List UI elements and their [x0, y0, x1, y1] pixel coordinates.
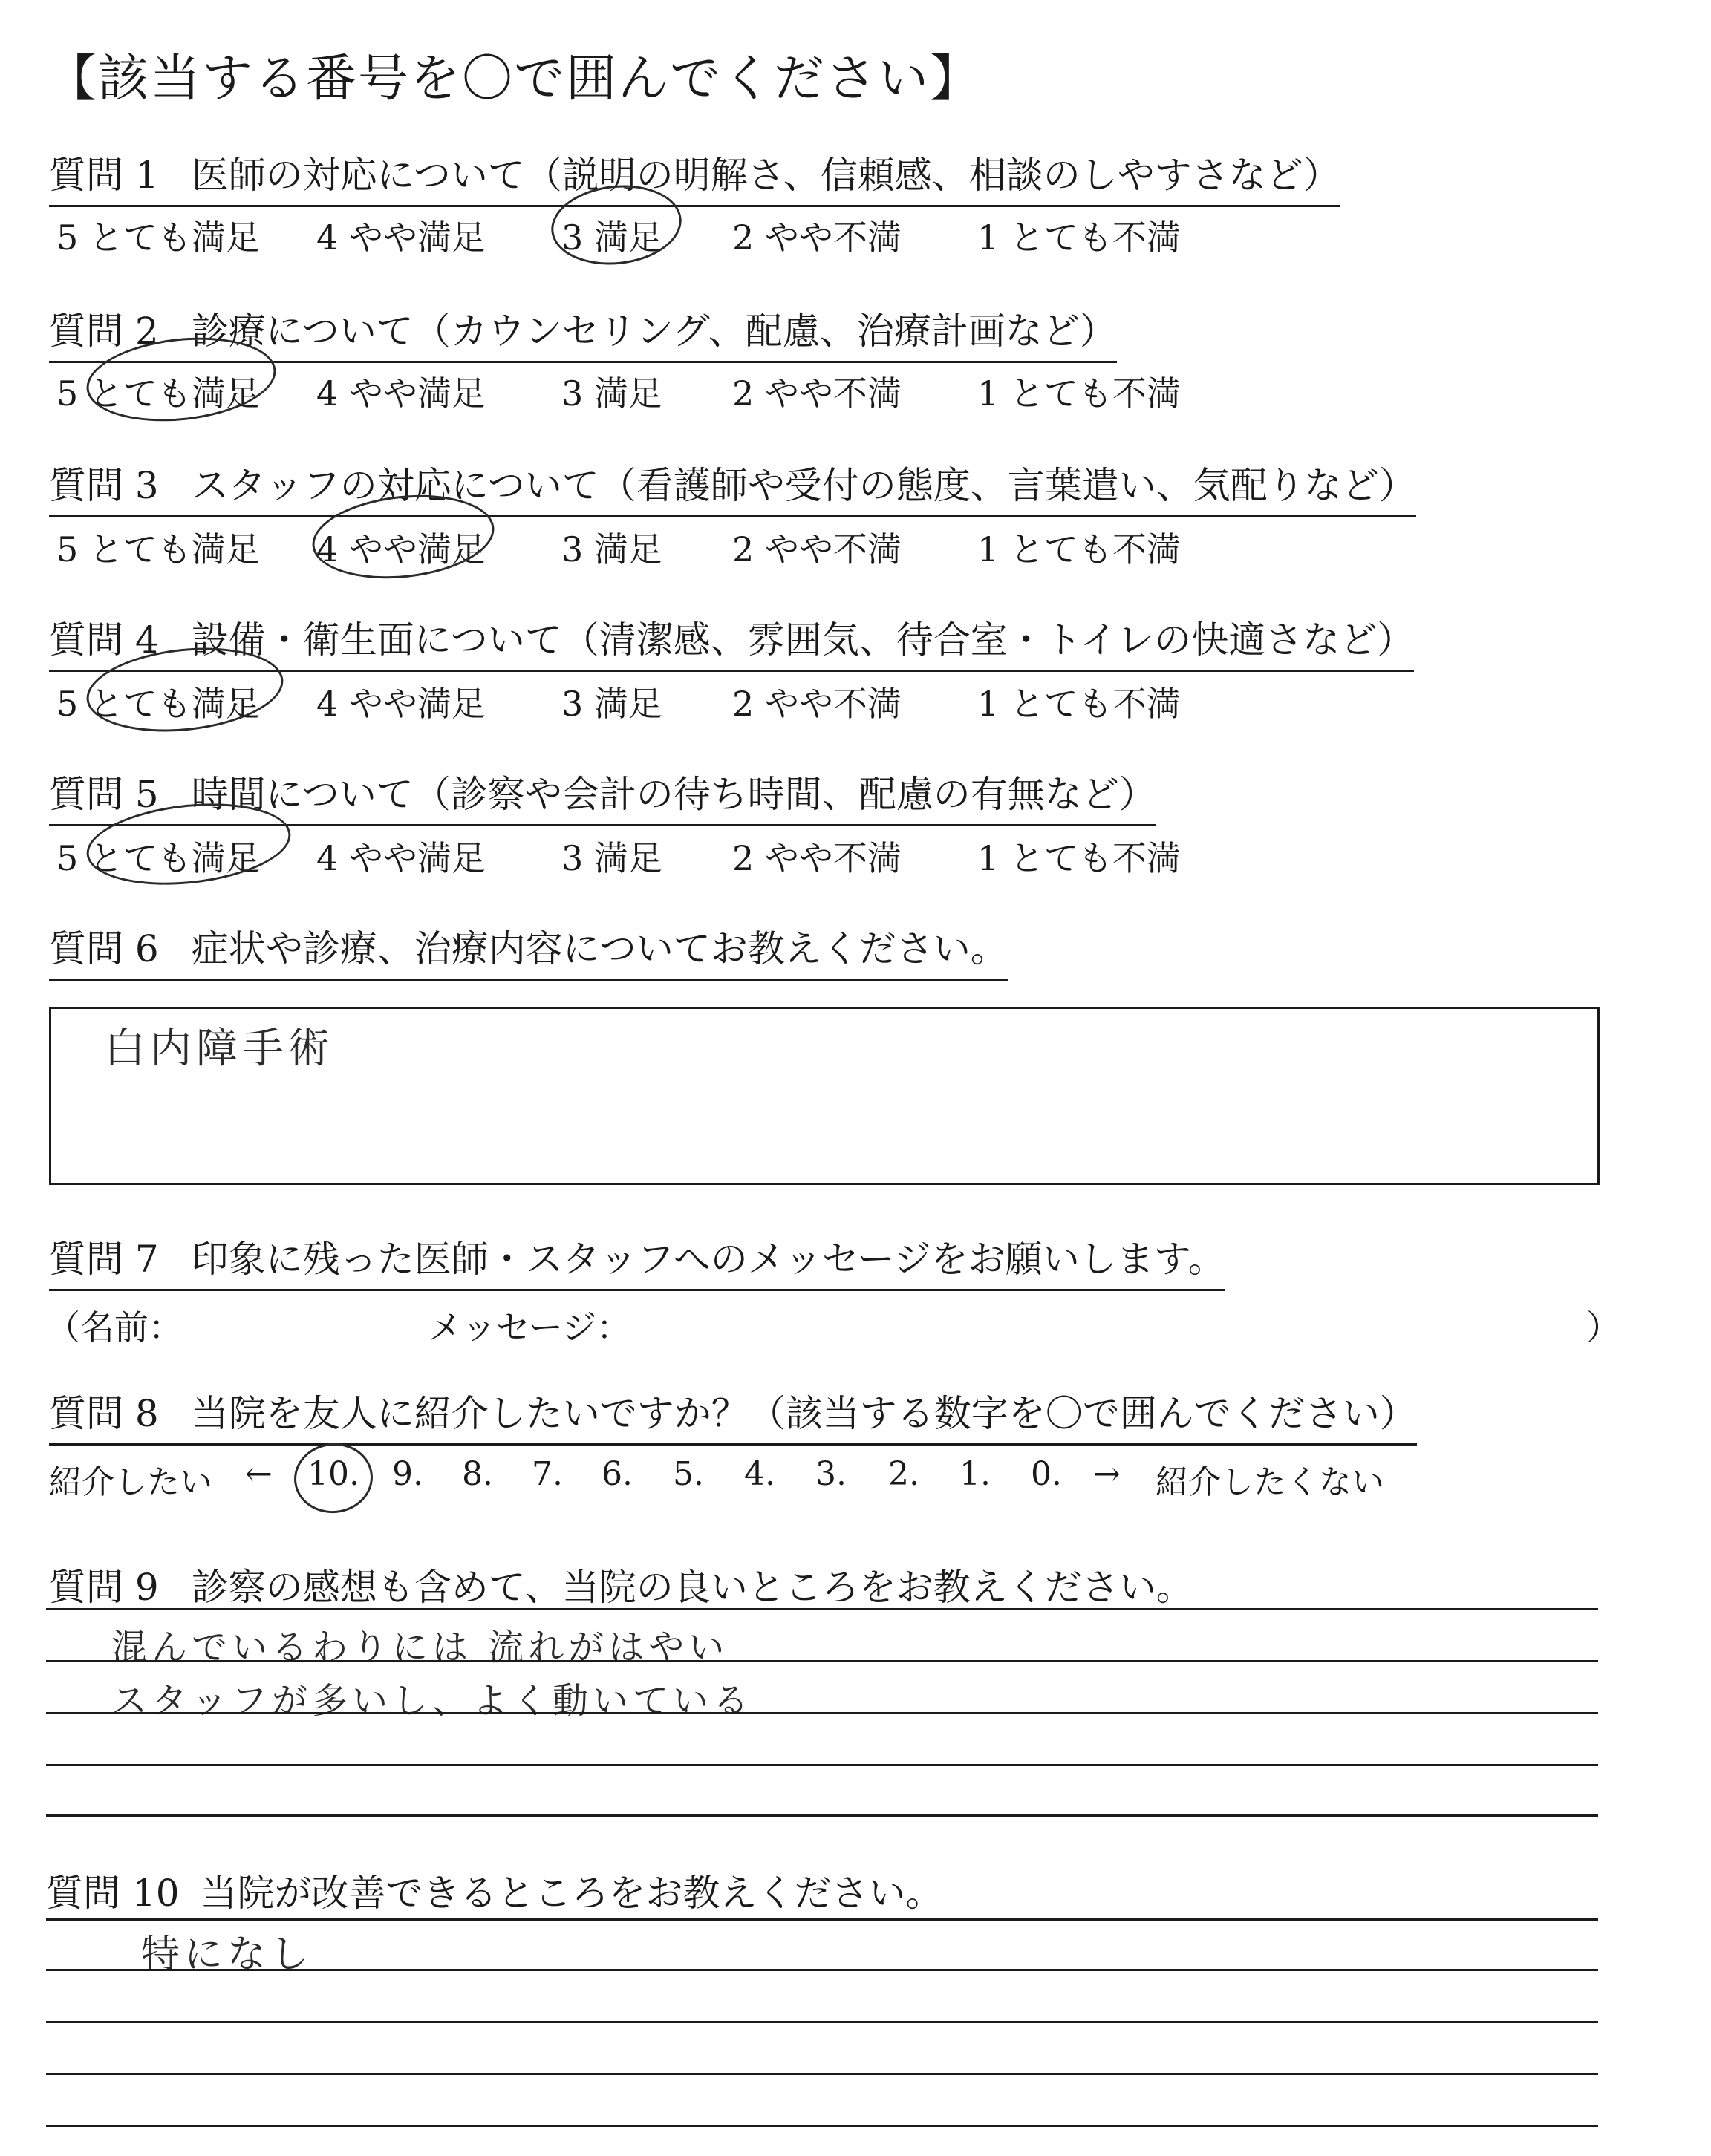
- answer-line: [46, 1764, 1598, 1766]
- scale-7[interactable]: 7.: [532, 1455, 563, 1493]
- answer-line: [46, 1918, 1598, 1921]
- question-5-text: 時間について（診察や会計の待ち時間、配慮の有無など）: [191, 773, 1156, 816]
- option-5[interactable]: 5 とても満足: [56, 684, 260, 724]
- question-6-number: 質問 6: [49, 927, 159, 970]
- question-3-text: スタッフの対応について（看護師や受付の態度、言葉遣い、気配りなど）: [191, 464, 1416, 507]
- recommend-left-label: 紹介したい: [49, 1463, 212, 1501]
- selection-circle: [290, 1440, 376, 1518]
- recommend-right-label: 紹介したくない: [1156, 1463, 1384, 1501]
- question-2-text: 診療について（カウンセリング、配慮、治療計画など）: [191, 310, 1117, 353]
- question-10-answer: 特になし: [141, 1933, 314, 1977]
- option-5[interactable]: 5 とても満足: [56, 218, 260, 258]
- question-9-heading: [49, 1558, 1193, 1611]
- option-1[interactable]: 1 とても不満: [977, 373, 1181, 414]
- scale-2[interactable]: 2.: [888, 1455, 919, 1493]
- scale-5[interactable]: 5.: [673, 1455, 704, 1493]
- answer-line: [46, 1660, 1598, 1662]
- question-8-text: 当院を友人に紹介したいですか？（該当する数字を〇で囲んでください）: [191, 1392, 1417, 1435]
- question-10-number: 質問 10: [46, 1872, 180, 1915]
- question-6-text: 症状や診療、治療内容についてお教えください。: [191, 927, 1008, 970]
- answer-line: [46, 1712, 1598, 1714]
- answer-line: [46, 2021, 1598, 2023]
- option-1[interactable]: 1 とても不満: [977, 218, 1181, 258]
- question-9-answer-line-2: スタッフが多いし、よく動いている: [111, 1680, 754, 1722]
- option-5[interactable]: 5 とても満足: [56, 529, 260, 569]
- answer-line: [46, 1814, 1598, 1817]
- scale-9[interactable]: 9.: [392, 1455, 423, 1493]
- scale-3[interactable]: 3.: [815, 1455, 847, 1493]
- option-3[interactable]: 3 満足: [561, 529, 662, 569]
- question-7-number: 質問 7: [49, 1238, 159, 1281]
- scale-8[interactable]: 8.: [462, 1455, 493, 1493]
- question-1-heading: [49, 146, 1340, 207]
- option-1[interactable]: 1 とても不満: [977, 684, 1181, 724]
- question-7-text: 印象に残った医師・スタッフへのメッセージをお願いします。: [191, 1238, 1225, 1281]
- left-arrow-icon: ←: [245, 1455, 273, 1493]
- scale-4[interactable]: 4.: [744, 1455, 775, 1493]
- question-9-text: 診察の感想も含めて、当院の良いところをお教えください。: [191, 1566, 1193, 1609]
- question-6-answer: 白内障手術: [104, 1025, 334, 1073]
- question-3-heading: [49, 456, 1416, 517]
- question-10-heading: [46, 1863, 943, 1917]
- question-1-number: 質問 1: [49, 154, 159, 197]
- option-2[interactable]: 2 やや不満: [732, 529, 902, 569]
- option-1[interactable]: 1 とても不満: [977, 529, 1181, 569]
- form-title: 【該当する番号を〇で囲んでください】: [46, 50, 982, 108]
- name-label: （名前：: [46, 1307, 183, 1348]
- question-7-heading: [49, 1229, 1225, 1291]
- option-4[interactable]: 4 やや満足: [316, 373, 486, 414]
- option-4[interactable]: 4 やや満足: [316, 838, 486, 878]
- option-4[interactable]: 4 やや満足: [316, 529, 486, 569]
- question-8-heading: [49, 1384, 1417, 1446]
- option-3[interactable]: 3 満足: [561, 838, 662, 878]
- scale-1[interactable]: 1.: [959, 1455, 991, 1493]
- close-paren: ）: [1586, 1307, 1620, 1348]
- question-4-text: 設備・衛生面について（清潔感、雰囲気、待合室・トイレの快適さなど）: [191, 618, 1415, 662]
- option-4[interactable]: 4 やや満足: [316, 684, 486, 724]
- question-3-number: 質問 3: [49, 464, 159, 507]
- option-3[interactable]: 3 満足: [561, 373, 662, 414]
- question-10-text: 当院が改善できるところをお教えください。: [200, 1872, 943, 1915]
- option-3[interactable]: 3 満足: [561, 684, 662, 724]
- question-6-heading: [49, 919, 1008, 981]
- option-5[interactable]: 5 とても満足: [56, 373, 260, 414]
- right-arrow-icon: →: [1093, 1455, 1121, 1493]
- option-2[interactable]: 2 やや不満: [732, 684, 902, 724]
- message-label: メッセージ：: [428, 1307, 631, 1348]
- answer-line: [46, 2073, 1598, 2075]
- question-5-number: 質問 5: [49, 773, 159, 816]
- answer-line: [46, 1969, 1598, 1971]
- question-9-number: 質問 9: [49, 1566, 159, 1609]
- option-5[interactable]: 5 とても満足: [56, 838, 260, 878]
- scale-0[interactable]: 0.: [1031, 1455, 1062, 1493]
- option-4[interactable]: 4 やや満足: [316, 218, 486, 258]
- question-1-text: 医師の対応について（説明の明解さ、信頼感、相談のしやすさなど）: [191, 154, 1340, 197]
- option-2[interactable]: 2 やや不満: [732, 218, 902, 258]
- answer-line: [46, 2125, 1598, 2127]
- option-2[interactable]: 2 やや不満: [732, 838, 902, 878]
- scale-6[interactable]: 6.: [602, 1455, 633, 1493]
- option-2[interactable]: 2 やや不満: [732, 373, 902, 414]
- question-8-number: 質問 8: [49, 1392, 159, 1435]
- scale-10[interactable]: 10.: [307, 1455, 359, 1493]
- option-1[interactable]: 1 とても不満: [977, 838, 1181, 878]
- option-3[interactable]: 3 満足: [561, 218, 662, 258]
- answer-line: [46, 1608, 1598, 1610]
- question-2-number: 質問 2: [49, 310, 159, 353]
- question-9-answer-line-1: 混んでいるわりには 流れがはやい: [111, 1627, 729, 1668]
- question-4-number: 質問 4: [49, 618, 159, 662]
